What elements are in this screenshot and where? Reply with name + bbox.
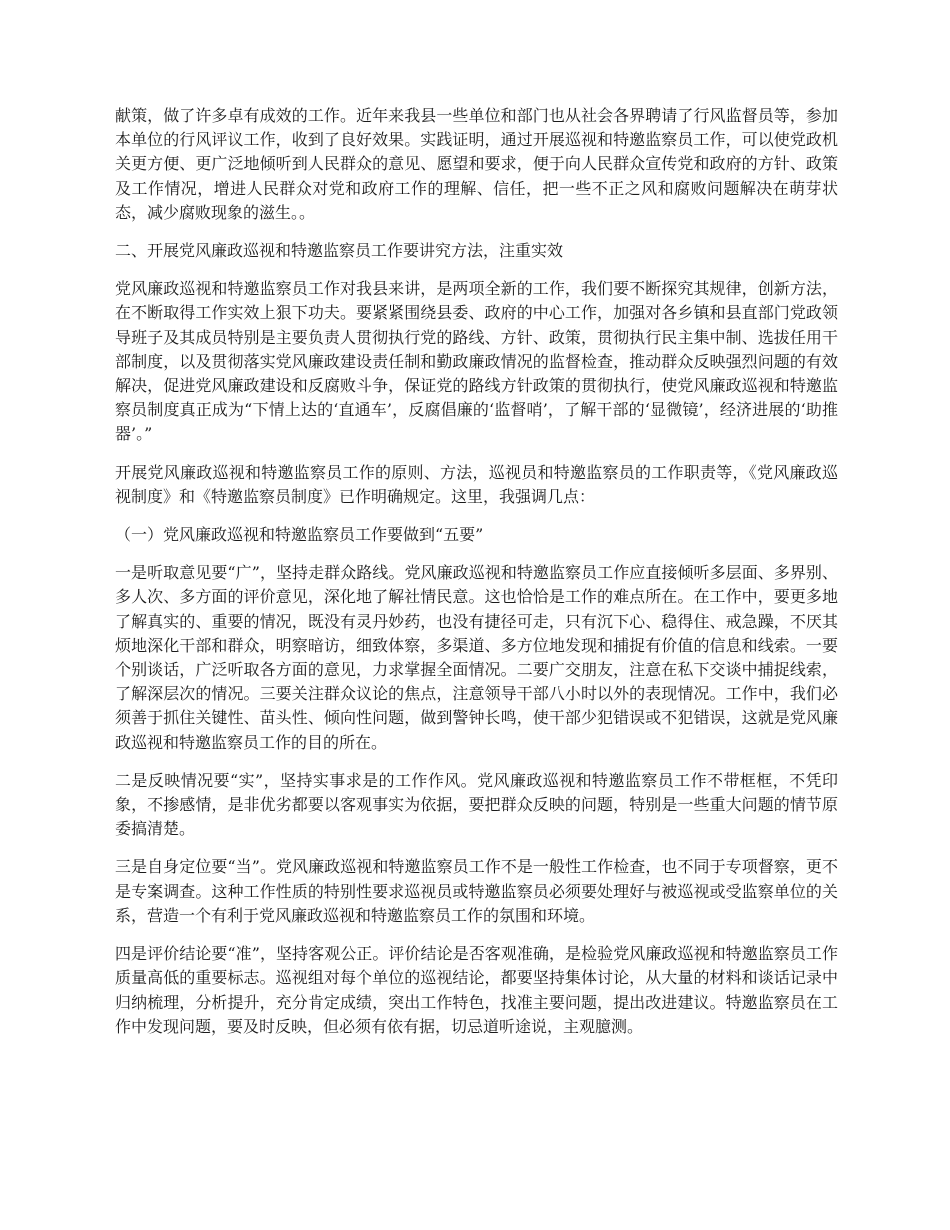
paragraph: 四是评价结论要“准”，坚持客观公正。评价结论是否客观准确，是检验党风廉政巡视和特邀监察员工作质量高低的重要标志。巡视组对每个单位的巡视结论，都要坚持集体讨论，从大量的材料和谈话记录中归纳梳理，分析提升，充分肯定成绩，突出工作特色，找准主要问题，提出改进建议。特邀监察员在工作中发现问题，要及时反映，但必须有依有据，切忌道听途说，主观臆测。 bbox=[115, 944, 838, 1036]
subsection-heading: （一）党风廉政巡视和特邀监察员工作要做到“五要” bbox=[115, 525, 484, 545]
document-body bbox=[115, 104, 838, 1053]
paragraph: 三是自身定位要“当”。党风廉政巡视和特邀监察员工作不是一般性工作检查，也不同于专项督察，更不是专案调查。这种工作性质的特别性要求巡视员或特邀监察员必须要处理好与被巡视或受监察单位的关系，营造一个有利于党风廉政巡视和特邀监察员工作的氛围和环境。 bbox=[115, 857, 838, 925]
paragraph: 党风廉政巡视和特邀监察员工作对我县来讲，是两项全新的工作，我们要不断探究其规律，创新方法，在不断取得工作实效上狠下功夫。要紧紧围绕县委、政府的中心工作，加强对各乡镇和县直部门党政领导班子及其成员特别是主要负责人贯彻执行党的路线、方针、政策，贯彻执行民主集中制、选拔任用干部制度，以及贯彻落实党风廉政建设责任制和勤政廉政情况的监督检查，推动群众反映强烈问题的有效解决，促进党风廉政建设和反腐败斗争，保证党的路线方针政策的贯彻执行，使党风廉政巡视和特邀监察员制度真正成为“下情上达的‘直通车’，反腐倡廉的‘监督哨’，了解干部的‘显微镜’，经济进展的‘助推器’。” bbox=[115, 279, 838, 444]
section-heading: 二、开展党风廉政巡视和特邀监察员工作要讲究方法，注重实效 bbox=[115, 241, 564, 261]
paragraph: 开展党风廉政巡视和特邀监察员工作的原则、方法，巡视员和特邀监察员的工作职责等，《党风廉政巡视制度》和《特邀监察员制度》已作明确规定。这里，我强调几点： bbox=[115, 462, 838, 506]
paragraph: 一是听取意见要“广”，坚持走群众路线。党风廉政巡视和特邀监察员工作应直接倾听多层面、多界别、多人次、多方面的评价意见，深化地了解社情民意。这也恰恰是工作的难点所在。在工作中，要更多地了解真实的、重要的情况，既没有灵丹妙药，也没有捷径可走，只有沉下心、稳得住、戒急躁，不厌其烦地深化干部和群众，明察暗访，细致体察，多渠道、多方位地发现和捕捉有价值的信息和线索。一要个别谈话，广泛听取各方面的意见，力求掌握全面情况。二要广交朋友，注意在私下交谈中捕捉线索，了解深层次的情况。三要关注群众议论的焦点，注意领导干部八小时以外的表现情况。工作中，我们必须善于抓住关键性、苗头性、倾向性问题，做到警钟长鸣，使干部少犯错误或不犯错误，这就是党风廉政巡视和特邀监察员工作的目的所在。 bbox=[115, 563, 838, 752]
paragraph: 献策，做了许多卓有成效的工作。近年来我县一些单位和部门也从社会各界聘请了行风监督员等，参加本单位的行风评议工作，收到了良好效果。实践证明，通过开展巡视和特邀监察员工作，可以使党政机关更方便、更广泛地倾听到人民群众的意见、愿望和要求，便于向人民群众宣传党和政府的方针、政策及工作情况，增进人民群众对党和政府工作的理解、信任，把一些不正之风和腐败问题解决在萌芽状态，减少腐败现象的滋生。。 bbox=[115, 106, 838, 222]
paragraph: 二是反映情况要“实”，坚持实事求是的工作作风。党风廉政巡视和特邀监察员工作不带框框，不凭印象，不掺感情，是非优劣都要以客观事实为依据，要把群众反映的问题，特别是一些重大问题的情节原委搞清楚。 bbox=[115, 770, 838, 839]
